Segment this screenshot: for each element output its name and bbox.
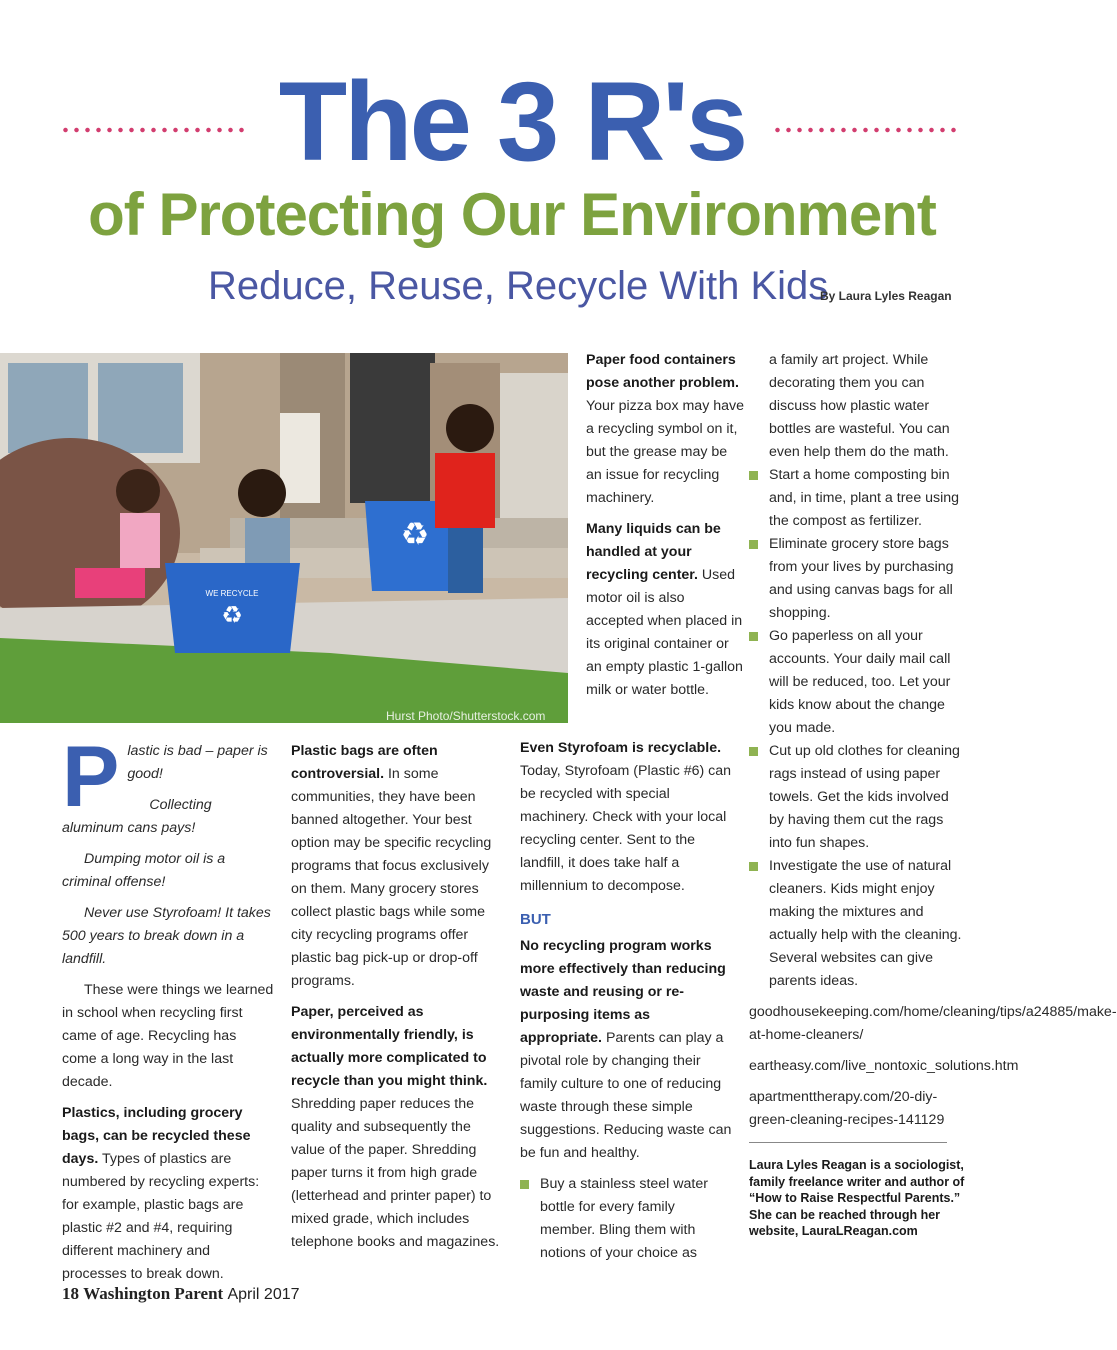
svg-text:♻: ♻: [400, 515, 430, 553]
resource-link[interactable]: eartheasy.com/live_nontoxic_solutions.htm: [749, 1058, 1019, 1074]
publication-name: Washington Parent: [83, 1284, 224, 1303]
page-number: 18: [62, 1284, 79, 1303]
page-footer: [62, 1284, 300, 1304]
resource-link[interactable]: apartmenttherapy.com/20-diy-green-cleaning-recipes-141129: [749, 1089, 945, 1128]
page-subtitle: of Protecting Our Environment: [88, 181, 936, 248]
drop-cap: P: [62, 729, 120, 825]
section-heading: BUT: [520, 911, 551, 928]
paragraph: Paper food containers pose another problem. Your pizza box may have a recycling symbol on it, but the grease may be an issue for recycling machinery.: [586, 352, 744, 506]
paragraph: Plastic bags are often controversial. In some communities, they have been banned altogether. Your best option may be specific recycling programs that focus exclusively on them. Many grocery stores collect plastic bags while some city recycling programs offer plastic bag pick-up or drop-off programs.: [291, 743, 492, 989]
list-item: Start a home composting bin and, in time, plant a tree using the compost as fertilizer.: [749, 464, 965, 533]
list-item: Buy a stainless steel water bottle for every family member. Bling them with notions of your choice as: [520, 1173, 732, 1265]
paragraph: Paper, perceived as environmentally friendly, is actually more complicated to recycle than you might think. Shredding paper reduces the quality and subsequently the value of the paper. Shredding paper turns it from high grade (letterhead and printer paper) to mixed grade, which includes telephone books and magazines.: [291, 1004, 500, 1250]
author-byline: By Laura Lyles Reagan: [820, 289, 952, 303]
tips-list: [749, 464, 965, 993]
resource-link[interactable]: goodhousekeeping.com/home/cleaning/tips/a24885/make-at-home-cleaners/: [749, 1004, 1117, 1043]
page-tagline: Reduce, Reuse, Recycle With Kids: [208, 264, 829, 308]
list-item: Eliminate grocery store bags from your lives by purchasing and using canvas bags for all shopping.: [749, 533, 965, 625]
list-item: Cut up old clothes for cleaning rags instead of using paper towels. Get the kids involved by having them cut the rags into fun shapes.: [749, 740, 965, 855]
bullet-continuation: a family art project. While decorating them you can discuss how plastic water bottles are wasteful. You can even help them do the math.: [769, 352, 950, 460]
column-2: [291, 740, 505, 1262]
column-3-top: [586, 349, 746, 710]
paragraph: Many liquids can be handled at your recycling center. Used motor oil is also accepted when placed in its original container or an empty plastic 1-gallon milk or water bottle.: [586, 521, 743, 698]
paragraph: Never use Styrofoam! It takes 500 years to break down in a landfill.: [62, 905, 271, 967]
list-item: Investigate the use of natural cleaners. Kids might enjoy making the mixtures and actually help with the cleaning. Several websites can give parents ideas.: [749, 855, 965, 993]
svg-text:♻: ♻: [221, 601, 243, 629]
kids-recycling-photo: [0, 353, 568, 723]
paragraph: These were things we learned in school when recycling first came of age. Recycling has come a long way in the last decade.: [62, 982, 274, 1090]
column-1: [62, 729, 274, 1294]
column-4: [749, 349, 1117, 1240]
svg-text:WE RECYCLE: WE RECYCLE: [205, 589, 259, 598]
paragraph: No recycling program works more effectively than reducing waste and reusing or re-purposing items as appropriate. Parents can play a pivotal role by changing their family culture to one of reducing waste through these simple suggestions. Reducing waste can be fun and healthy.: [520, 938, 732, 1161]
list-item: Go paperless on all your accounts. Your daily mail call will be reduced, too. Let your kids know about the change you made.: [749, 625, 965, 740]
divider: [749, 1142, 947, 1143]
recycle-bin-left: [165, 563, 300, 653]
page-title: The 3 R's: [278, 59, 746, 184]
tips-list: [520, 1173, 732, 1265]
author-bio: Laura Lyles Reagan is a sociologist, family freelance writer and author of “How to Raise Respectful Parents.” She can be reached through her website, LauraLReagan.com: [749, 1158, 965, 1238]
paragraph: Plastic is bad – paper is good!: [62, 729, 268, 825]
issue-date: April 2017: [227, 1286, 300, 1303]
photo-credit: Hurst Photo/Shutterstock.com: [386, 709, 546, 723]
column-3: [520, 737, 732, 1265]
paragraph: Plastics, including grocery bags, can be recycled these days. Types of plastics are numbered by recycling experts: for example, plastic bags are plastic #2 and #4, requiring different machinery and processes to break down.: [62, 1105, 260, 1282]
paragraph: Even Styrofoam is recyclable. Today, Styrofoam (Plastic #6) can be recycled with special machinery. Check with your local recycling center. Sent to the landfill, it does take half a millennium to decompose.: [520, 740, 732, 894]
paragraph: Dumping motor oil is a criminal offense!: [62, 851, 226, 890]
paragraph: Collecting aluminum cans pays!: [62, 797, 212, 836]
